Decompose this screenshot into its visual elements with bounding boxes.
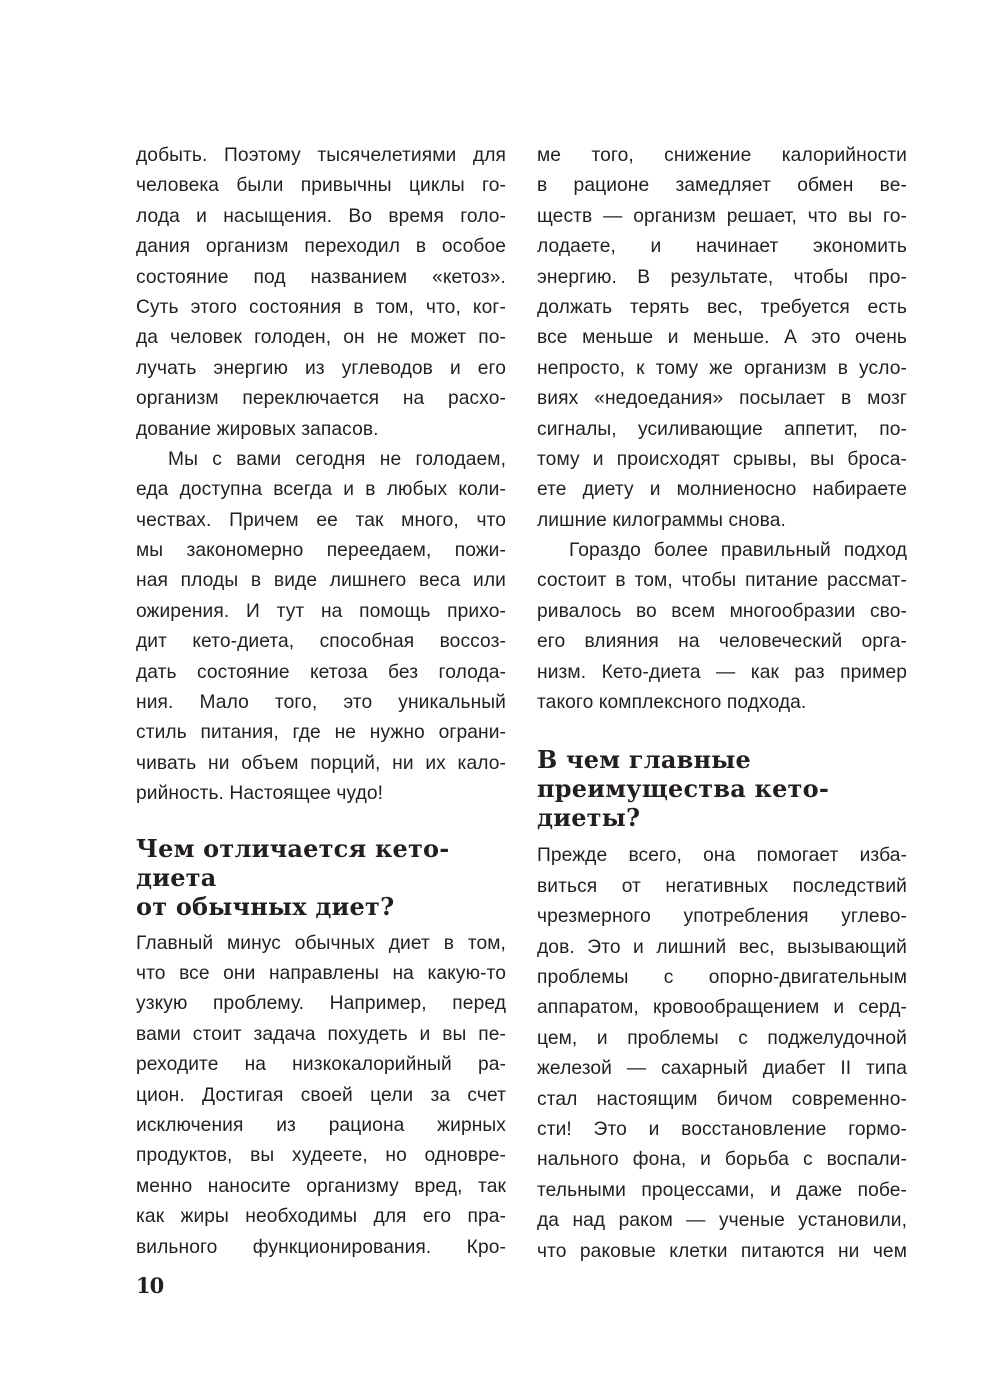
heading-line: преимущества кето-диеты? xyxy=(537,774,829,833)
text-line: Суть этого состояния в том, что, ког- xyxy=(136,296,506,318)
text-line: лучать энергию из углеводов и его xyxy=(136,357,506,379)
heading-line: В чем главные xyxy=(537,745,752,775)
text-line: энергию. В результате, чтобы про- xyxy=(537,266,907,288)
text-line: цион. Достигая своей цели за счет xyxy=(136,1084,506,1106)
text-line: вами стоит задача похудеть и вы пе- xyxy=(136,1023,506,1045)
text-line: стал настоящим бичом современно- xyxy=(537,1088,907,1110)
section-heading xyxy=(537,745,907,832)
section-heading xyxy=(136,834,506,921)
text-line: чивать ни объем порций, ни их кало- xyxy=(136,752,506,774)
text-line: ожирения. И тут на помощь прихо- xyxy=(136,600,506,622)
text-line: добыть. Поэтому тысячелетиями для xyxy=(136,145,506,166)
text-line: что раковые клетки питаются ни чем xyxy=(537,1240,907,1262)
text-line: низм. Кето-диета — как раз пример xyxy=(537,661,907,683)
text-line: состояние под названием «кетоз». xyxy=(136,266,506,288)
text-line: такого комплексного подхода. xyxy=(537,692,807,714)
text-line: еда доступна всегда и в любых коли- xyxy=(136,479,506,501)
text-line: аппаратом, кровообращением и серд- xyxy=(537,997,907,1019)
text-line: все меньше и меньше. А это очень xyxy=(537,327,907,349)
text-line: проблемы с опорно-двигательным xyxy=(537,966,907,988)
paragraph xyxy=(537,536,907,718)
text-line: как жиры необходимы для его пра- xyxy=(136,1206,506,1228)
text-line: менно наносите организму вред, так xyxy=(136,1175,506,1197)
text-line: реходите на низкокалорийный ра- xyxy=(136,1054,506,1076)
text-line: нального фона, и борьба с воспали- xyxy=(537,1149,907,1171)
text-line: ете диету и молниеносно набираете xyxy=(537,479,907,501)
text-line: Гораздо более правильный подход xyxy=(569,540,907,562)
heading-line: Чем отличается кето-диета xyxy=(136,833,450,892)
text-line: ме того, снижение калорийности xyxy=(537,145,907,166)
text-line: цем, и проблемы с поджелудочной xyxy=(537,1027,907,1049)
text-line: Прежде всего, она помогает изба- xyxy=(537,845,907,867)
text-line: узкую проблему. Например, перед xyxy=(136,993,506,1015)
paragraph xyxy=(136,141,506,445)
text-line: должать терять вес, требуется есть xyxy=(537,296,907,318)
text-line: Мы с вами сегодня не голодаем, xyxy=(168,448,506,470)
left-column xyxy=(136,141,506,1263)
text-line: да человек голоден, он не может по- xyxy=(136,327,506,349)
text-line: чрезмерного употребления углево- xyxy=(537,906,907,928)
text-line: чествах. Причем ее так много, что xyxy=(136,509,506,531)
text-line: виться от негативных последствий xyxy=(537,875,907,897)
text-line: продуктов, вы худеете, но одновре- xyxy=(136,1145,506,1167)
paragraph xyxy=(537,841,907,1266)
paragraph xyxy=(537,141,907,536)
text-line: состоит в том, чтобы питание рассмат- xyxy=(537,570,907,592)
text-line: непросто, к тому же организм в усло- xyxy=(537,357,907,379)
text-line: дит кето-диета, способная воссоз- xyxy=(136,631,506,653)
text-line: мы закономерно переедаем, пожи- xyxy=(136,540,506,562)
text-line: сигналы, усиливающие аппетит, по- xyxy=(537,418,907,440)
heading-line: от обычных диет? xyxy=(136,891,395,921)
text-line: человека были привычны циклы го- xyxy=(136,175,506,197)
text-line: дов. Это и лишний вес, вызывающий xyxy=(537,936,907,958)
text-line: стиль питания, где не нужно ограни- xyxy=(136,722,506,744)
text-line: исключения из рациона жирных xyxy=(136,1114,506,1136)
text-line: лода и насыщения. Во время голо- xyxy=(136,205,506,227)
text-line: сти! Это и восстановление гормо- xyxy=(537,1118,907,1140)
text-line: лишние килограммы снова. xyxy=(537,509,786,531)
text-line: в рационе замедляет обмен ве- xyxy=(537,175,907,197)
text-line: дование жировых запасов. xyxy=(136,418,379,440)
text-line: лодаете, и начинает экономить xyxy=(537,236,907,258)
text-line: Главный минус обычных диет в том, xyxy=(136,932,506,954)
text-line: виях «недоедания» посылает в мозг xyxy=(537,388,907,410)
text-line: дания организм переходил в особое xyxy=(136,236,506,258)
text-line: тому и происходят срывы, вы броса- xyxy=(537,448,907,470)
text-line: ществ — организм решает, что вы го- xyxy=(537,205,907,227)
text-line: что все они направлены на какую-то xyxy=(136,962,506,984)
page-number: 10 xyxy=(136,1273,164,1298)
text-line: ная плоды в виде лишнего веса или xyxy=(136,570,506,592)
paragraph xyxy=(136,929,506,1263)
text-line: железой — сахарный диабет II типа xyxy=(537,1058,907,1080)
text-line: ния. Мало того, это уникальный xyxy=(136,692,506,714)
text-line: ривалось во всем многообразии сво- xyxy=(537,600,907,622)
text-line: тельными процессами, и даже побе- xyxy=(537,1179,907,1201)
text-line: его влияния на человеческий орга- xyxy=(537,631,907,653)
text-line: вильного функционирования. Кро- xyxy=(136,1236,506,1258)
right-column xyxy=(537,141,907,1267)
text-line: да над раком — ученые установили, xyxy=(537,1210,907,1232)
text-line: дать состояние кетоза без голода- xyxy=(136,661,506,683)
text-line: рийность. Настоящее чудо! xyxy=(136,783,384,805)
text-line: организм переключается на расхо- xyxy=(136,388,506,410)
paragraph xyxy=(136,445,506,810)
